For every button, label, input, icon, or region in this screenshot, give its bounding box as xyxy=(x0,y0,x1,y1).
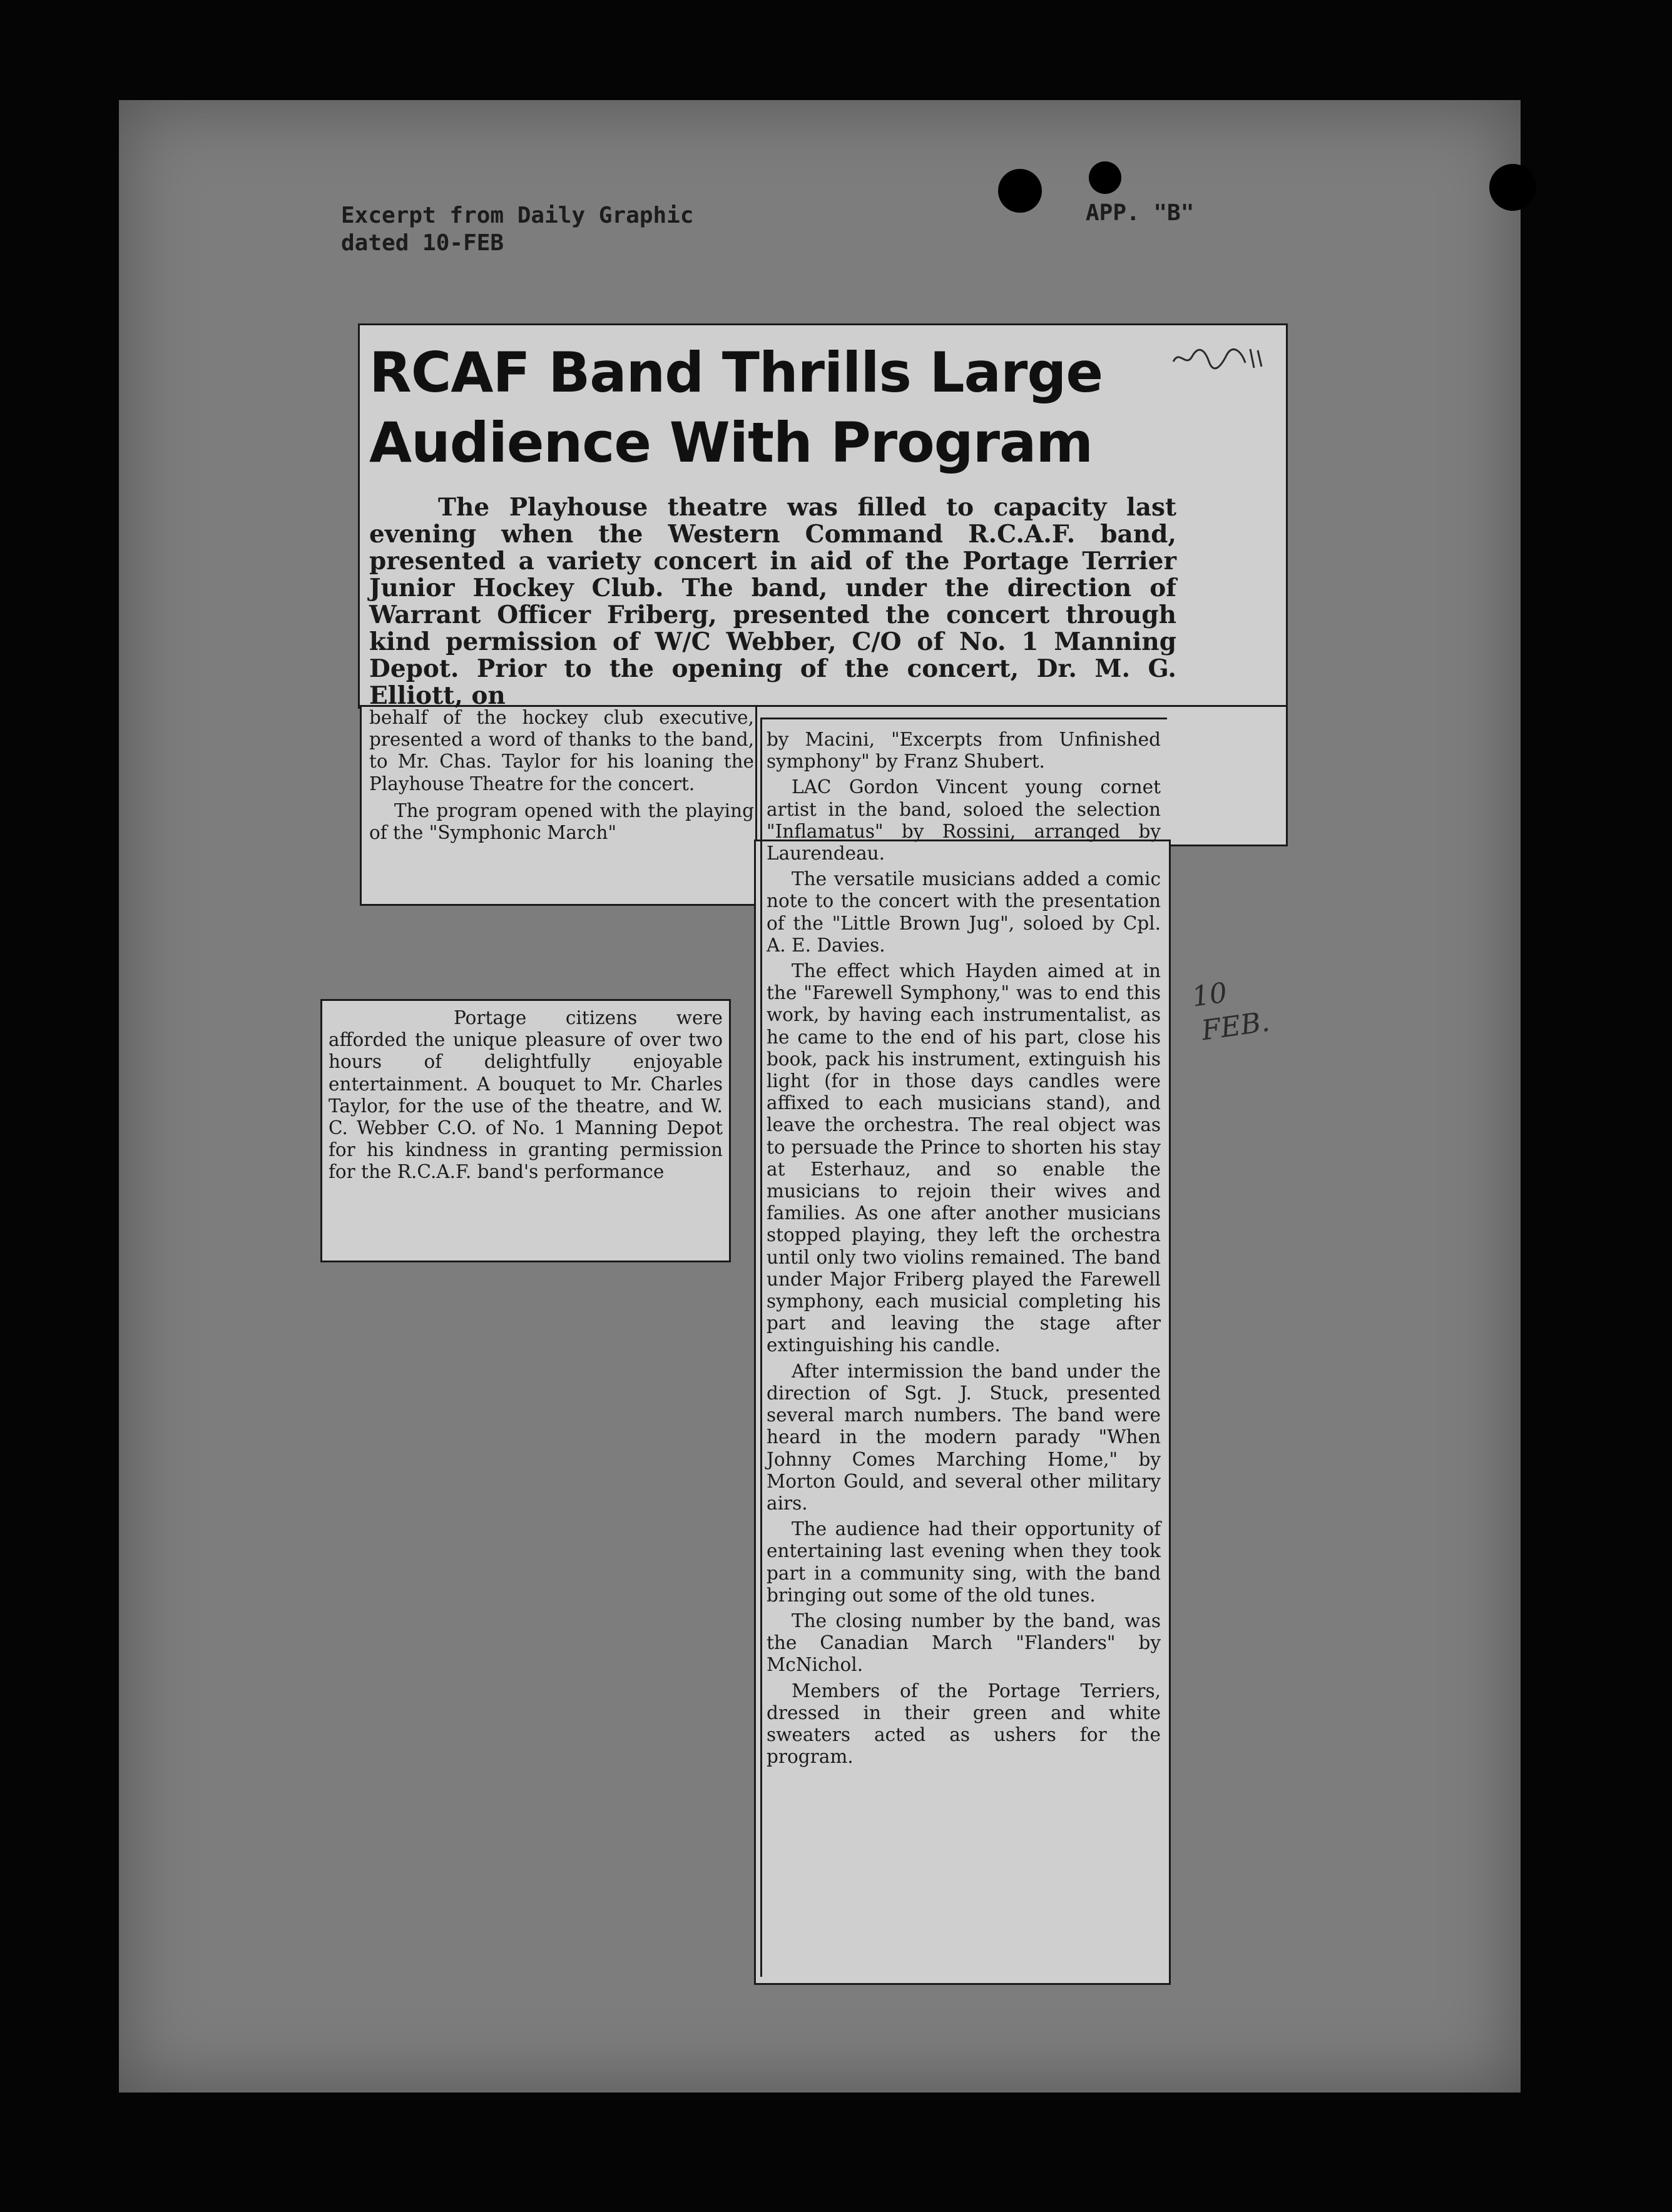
right-column-paragraph: The closing number by the band, was the Canadian March "Flanders" by McNichol. xyxy=(767,1610,1161,1676)
punch-hole xyxy=(1089,161,1121,194)
handwritten-date-month: FEB. xyxy=(1199,1005,1272,1047)
handwritten-initials-mark xyxy=(1170,343,1264,374)
headline-line-1: RCAF Band Thrills Large xyxy=(369,340,1103,405)
excerpt-date-line: dated 10-FEB xyxy=(341,230,504,256)
punch-hole xyxy=(998,169,1042,213)
left-column-paragraph: The program opened with the playing of the "Symphonic March" xyxy=(369,799,754,844)
right-column-paragraph: After intermission the band under the direction of Sgt. J. Stuck, presented several march numbers. The band were heard in the modern parady "When Johnny Comes Marching Home," by Morton Gould, and several other military airs. xyxy=(767,1360,1161,1514)
headline-line-2: Audience With Program xyxy=(369,410,1093,475)
column-divider xyxy=(760,719,762,1977)
column-rule xyxy=(760,718,1167,719)
editorial-text: Portage citizens were afforded the unique pleasure of over two hours of delightfully enjoyable entertainment. A bouquet to Mr. Charles Taylor, for the use of the theatre, and W. C. Webber C.O. of No. 1 Manning Depot for his kindness in granting permission for the R.C.A.F. band's performance xyxy=(329,1007,723,1183)
right-column-paragraph: LAC Gordon Vincent young cornet artist in the band, soloed the selection "Inflamatus" by Rossini, arranged by Laurendeau. xyxy=(767,776,1161,865)
right-column-paragraph: by Macini, "Excerpts from Unfinished symphony" by Franz Shubert. xyxy=(767,729,1161,773)
headline xyxy=(369,338,1170,478)
handwritten-date-day: 10 xyxy=(1190,977,1230,1013)
right-column-paragraph: The versatile musicians added a comic note to the concert with the presentation of the "Little Brown Jug", soloed by Cpl. A. E. Davies. xyxy=(767,868,1161,956)
left-column xyxy=(369,707,754,844)
left-column-paragraph: behalf of the hockey club executive, presented a word of thanks to the band, to Mr. Chas. Taylor for his loaning the Playhouse Theatre for the concert. xyxy=(369,707,754,794)
right-column-paragraph: Members of the Portage Terriers, dressed in their green and white sweaters acted as ushers for the program. xyxy=(767,1680,1161,1768)
lead-paragraph: The Playhouse theatre was filled to capacity last evening when the Western Command R.C.A.F. band, presented a variety concert in aid of the Portage Terrier Junior Hockey Club. The band, under the direction of Warrant Officer Friberg, presented the concert through kind permission of W/C Webber, C/O of No. 1 Manning Depot. Prior to the opening of the concert, Dr. M. G. Elliott, on xyxy=(369,493,1176,710)
editorial-paragraph xyxy=(329,1007,723,1184)
punch-hole xyxy=(1489,164,1536,211)
right-column xyxy=(767,729,1161,1768)
excerpt-source-line: Excerpt from Daily Graphic xyxy=(341,203,694,228)
appendix-label: APP. "B" xyxy=(1086,200,1195,226)
right-column-paragraph: The effect which Hayden aimed at in the "Farewell Symphony," was to end this work, by having each instrumentalist, as he came to the end of his part, close his book, pack his instrument, extinguish his light (for in those days candles were affixed to each musicians stand), and leave the orchestra. The real object was to persuade the Prince to shorten his stay at Esterhauz, and so enable the musicians to rejoin their wives and families. As one after another musicians stopped playing, they left the orchestra until only two violins remained. The band under Major Friberg played the Farewell symphony, each musicial completing his part and leaving the stage after extinguishing his candle. xyxy=(767,960,1161,1356)
right-column-paragraph: The audience had their opportunity of entertaining last evening when they took part in a community sing, with the band bringing out some of the old tunes. xyxy=(767,1518,1161,1606)
